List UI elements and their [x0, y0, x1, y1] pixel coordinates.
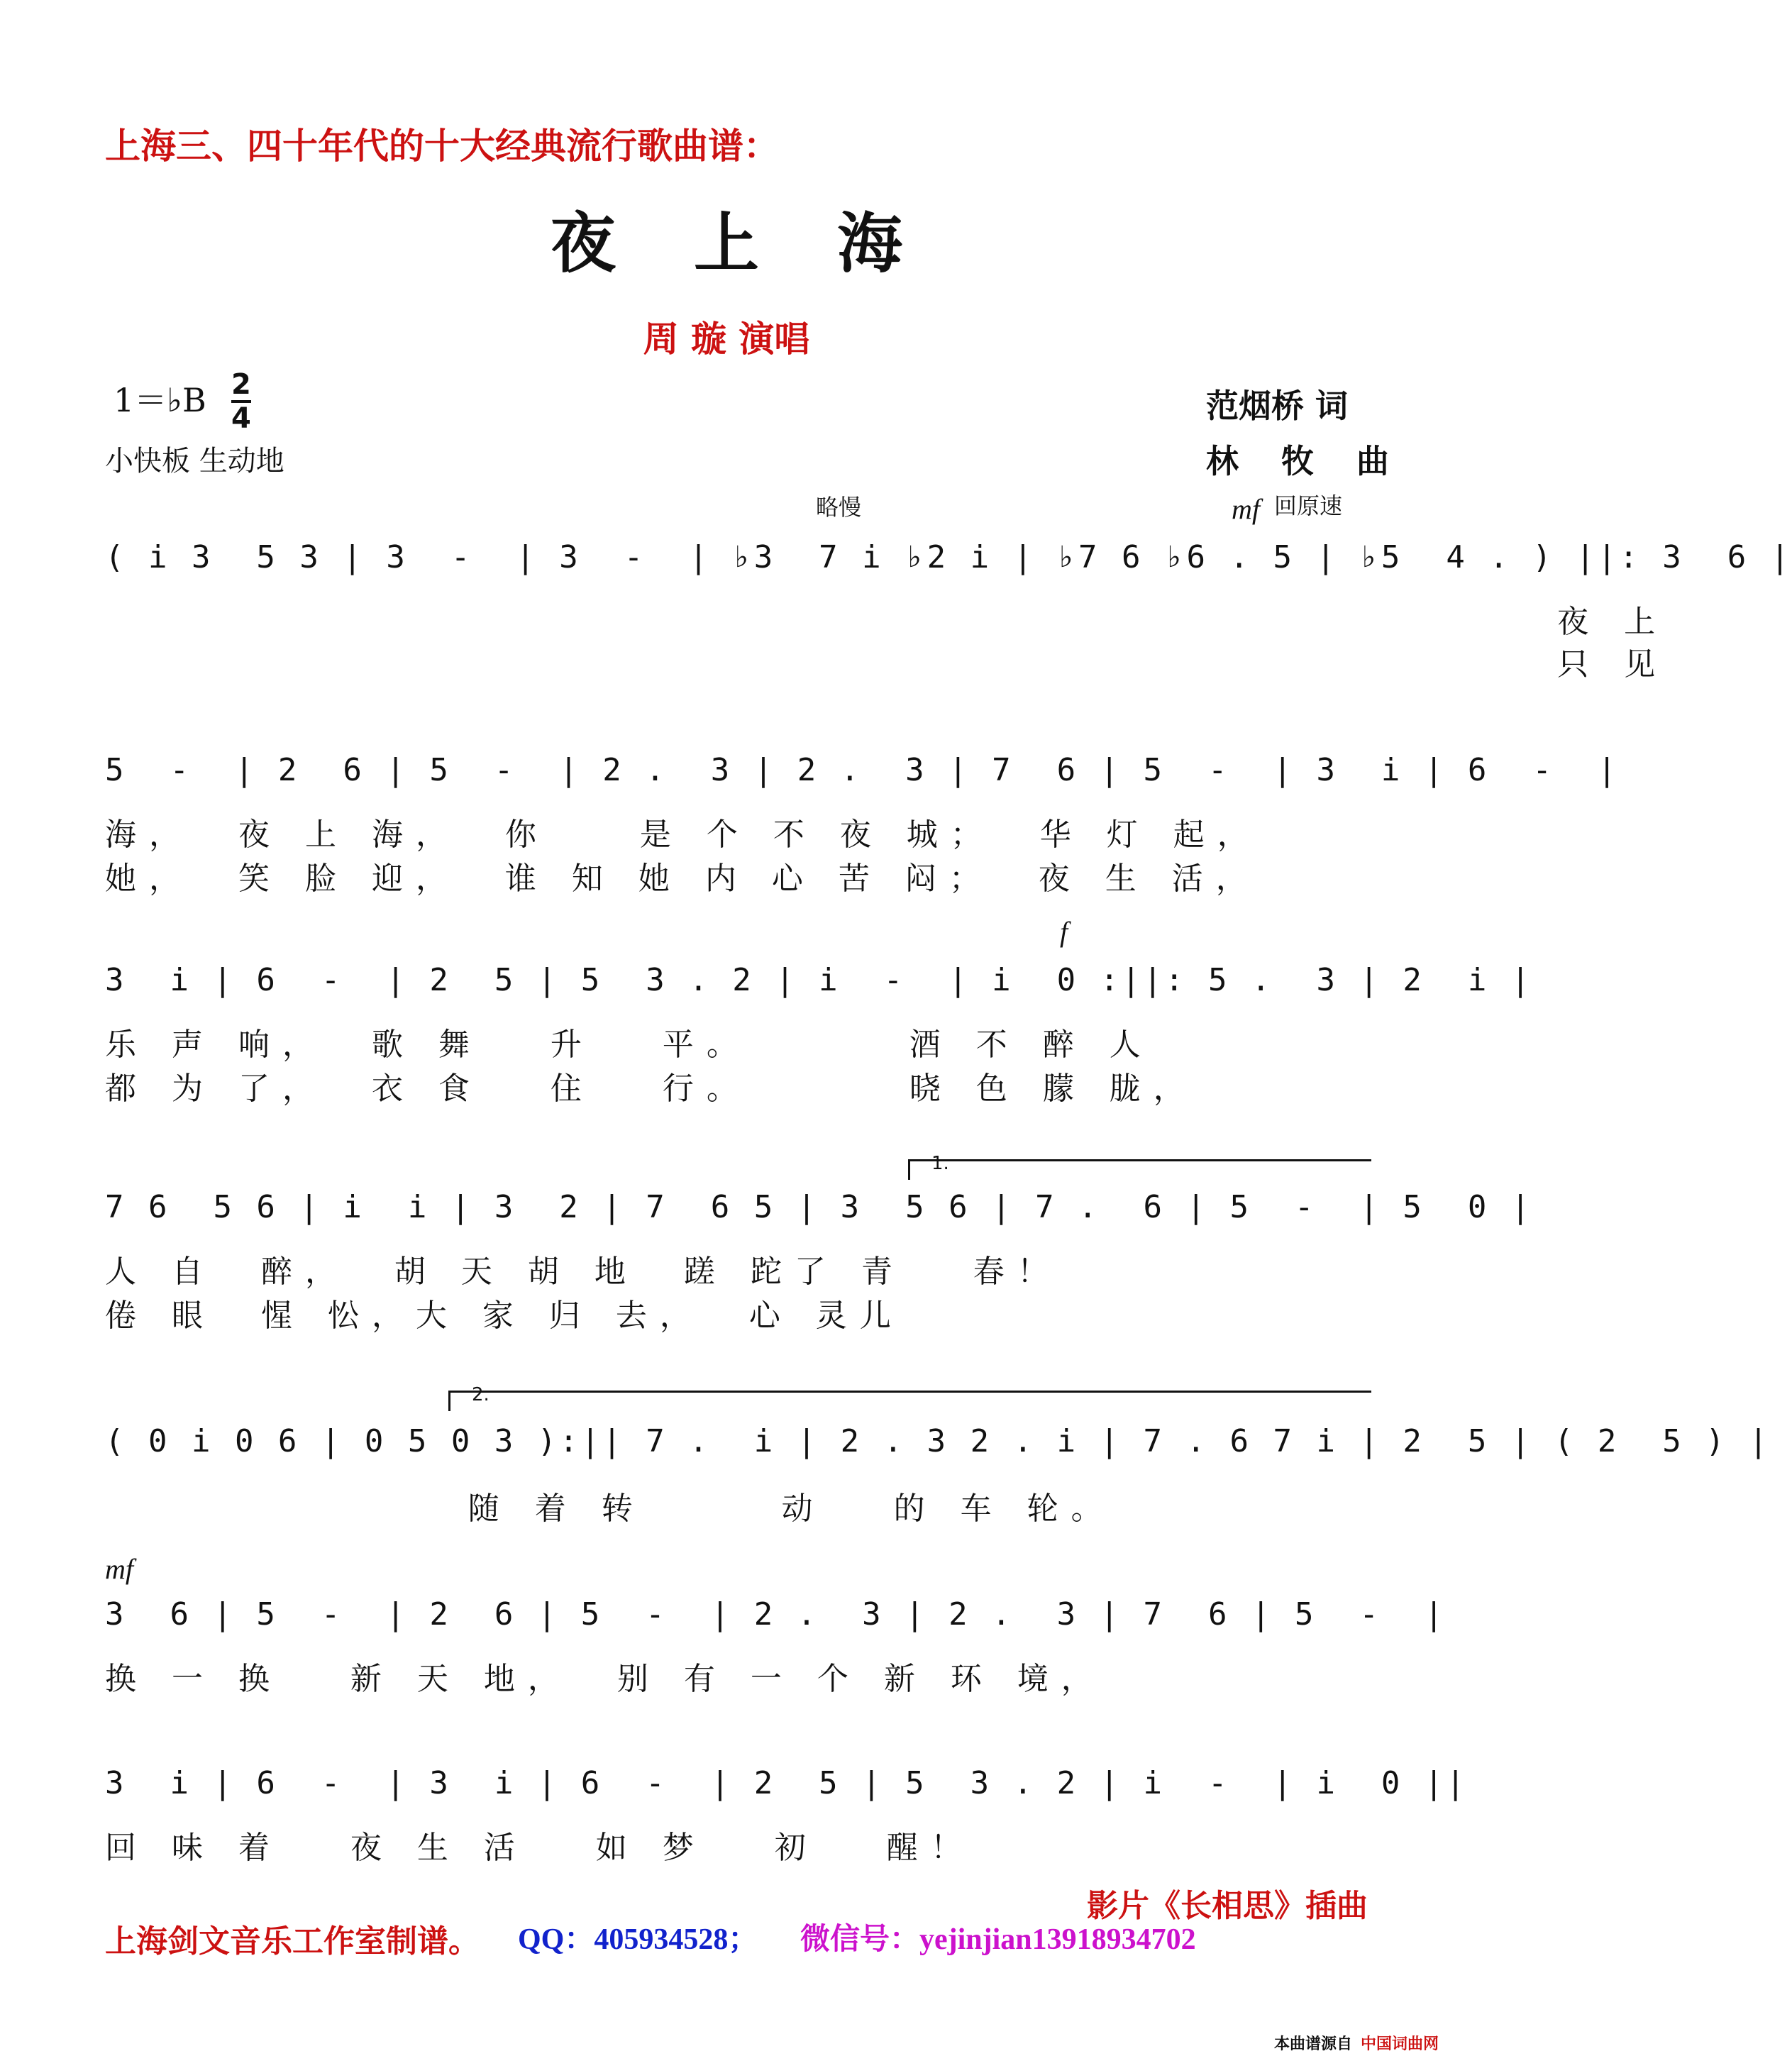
lyricist-credit: 范烟桥 词 [1206, 387, 1349, 425]
source-credit [1274, 2032, 1439, 2054]
dynamic-mf-2: mf [105, 1553, 133, 1585]
qq-contact: QQ：405934528； [518, 1923, 758, 1956]
lyric-line-4a: 人 自 醉， 胡 天 胡 地 蹉 跎了 青 春！ [105, 1254, 1061, 1290]
lyric-line-7: 回 味 着 夜 生 活 如 梦 初 醒！ [105, 1830, 975, 1866]
time-signature [231, 370, 251, 433]
lyric-line-2a: 海， 夜 上 海， 你 是 个 不 夜 城； 华 灯 起， [105, 817, 1261, 853]
lyric-line-5: 随 着 转 动 的 车 轮。 [105, 1491, 1115, 1527]
dynamic-mf-1: mf [1232, 493, 1260, 525]
studio-credit: 上海剑文音乐工作室制谱。 [105, 1923, 480, 1960]
tempo-marking: 小快板 生动地 [105, 445, 284, 477]
composer-credit: 林 牧 曲 [1206, 442, 1405, 480]
lyric-line-3a: 乐 声 响， 歌 舞 升 平。 酒 不 醉 人 [105, 1027, 1154, 1063]
singer-credit: 周 璇 演唱 [643, 318, 810, 360]
notation-row-6: 3 6 | 5 - | 2 6 | 5 - | 2 . 3 | 2 . 3 | 7 6 | 5 - | [105, 1596, 1447, 1632]
volta-2 [448, 1384, 1371, 1411]
key-signature: 1＝♭B [114, 381, 206, 419]
volta-1-label: 1. [931, 1153, 949, 1174]
lyric-line-2b: 她， 笑 脸 迎， 谁 知 她 内 心 苦 闷； 夜 生 活， [105, 861, 1260, 897]
wechat-contact: 微信号：yejinjian13918934702 [800, 1923, 1196, 1956]
source-label: 本曲谱源自 [1273, 2035, 1352, 2053]
film-note: 影片《长相思》插曲 [1087, 1888, 1368, 1924]
notation-row-2: 5 - | 2 6 | 5 - | 2 . 3 | 2 . 3 | 7 6 | 5 - | 3 i | 6 - | [105, 752, 1620, 788]
lyric-line-1b: 只 见 [105, 646, 1669, 682]
notation-row-1: ( i 3 5 3 | 3 - | 3 - | ♭3 7 i ♭2 i | ♭7 6 ♭6 . 5 | ♭5 4 . ) ||: 3 6 | [105, 539, 1792, 575]
notation-row-7: 3 i | 6 - | 3 i | 6 - | 2 5 | 5 3 . 2 | i - | i 0 || [105, 1765, 1468, 1801]
lyric-line-6: 换 一 换 新 天 地， 别 有 一 个 新 环 境， [105, 1661, 1105, 1697]
song-title: 夜上海 [550, 205, 980, 282]
volta-2-label: 2. [472, 1384, 490, 1405]
time-signature-top: 2 [231, 368, 251, 401]
dynamic-f: f [1060, 916, 1068, 948]
source-site-link[interactable]: 中国词曲网 [1360, 2035, 1439, 2053]
lyric-line-1a: 夜 上 [105, 604, 1669, 640]
notation-row-3: 3 i | 6 - | 2 5 | 5 3 . 2 | i - | i 0 :||: 5 . 3 | 2 i | [105, 962, 1533, 998]
time-signature-bottom: 4 [231, 402, 251, 435]
lyric-line-3b: 都 为 了， 衣 食 住 行。 晓 色 朦 胧， [105, 1071, 1198, 1107]
rit-marking: 略慢 [816, 494, 862, 521]
notation-row-5: ( 0 i 0 6 | 0 5 0 3 ):|| 7 . i | 2 . 3 2 . i | 7 . 6 7 i | 2 5 | ( 2 5 ) | [105, 1423, 1771, 1459]
series-title: 上海三、四十年代的十大经典流行歌曲谱： [105, 126, 779, 166]
notation-row-4: 7 6 5 6 | i i | 3 2 | 7 6 5 | 3 5 6 | 7 . 6 | 5 - | 5 0 | [105, 1189, 1533, 1225]
a-tempo-marking: 回原速 [1274, 492, 1343, 519]
volta-1 [908, 1153, 1371, 1180]
lyric-line-4b: 倦 眼 惺 忪，大 家 归 去， 心 灵儿 [105, 1298, 904, 1334]
